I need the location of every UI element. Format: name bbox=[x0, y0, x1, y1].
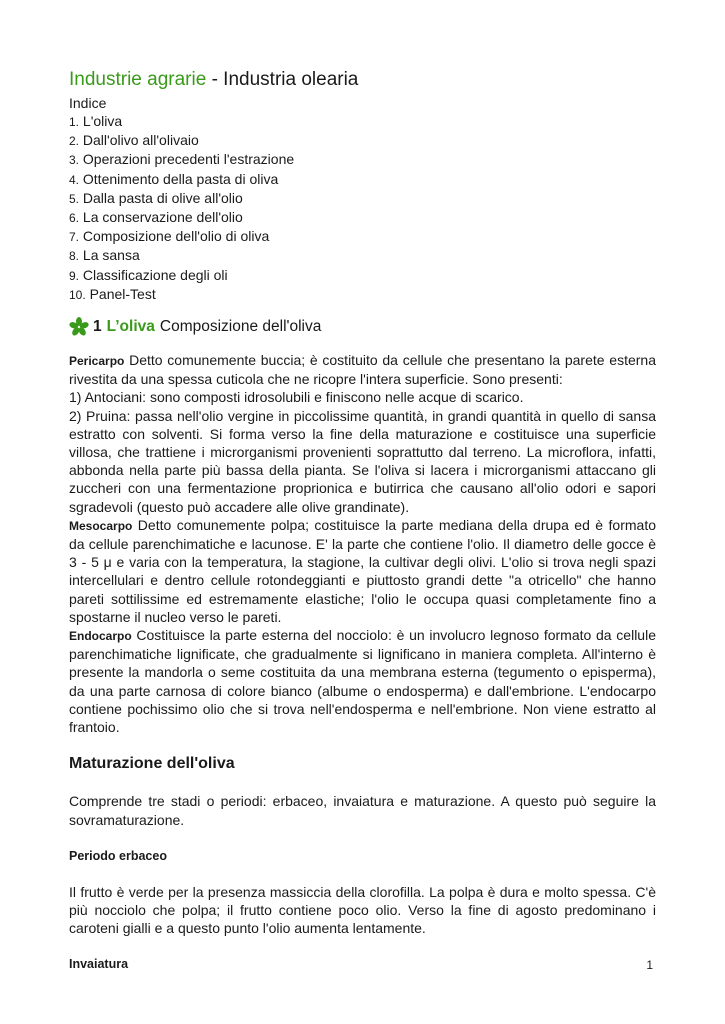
toc-number: 10. bbox=[69, 287, 86, 302]
section-heading-1 bbox=[69, 317, 656, 337]
maturazione-heading: Maturazione dell'oliva bbox=[69, 755, 235, 773]
term-endocarpo: Endocarpo bbox=[69, 629, 132, 644]
page-content bbox=[69, 66, 656, 973]
page-number: 1 bbox=[646, 958, 653, 972]
toc-item bbox=[69, 170, 656, 189]
mesocarpo-paragraph bbox=[69, 516, 656, 626]
toc-label: Dalla pasta di olive all'olio bbox=[82, 189, 243, 206]
toc-label: La conservazione dell'olio bbox=[82, 209, 243, 226]
pericarpo-item-1: 1) Antociani: sono composti idrosolubili e finiscono nelle acque di scarico. bbox=[69, 389, 524, 406]
flower-icon bbox=[69, 317, 89, 337]
pericarpo-text: Detto comunemente buccia; è costituito da cellule che presentano la parete esterna rivestita da una spessa cuticola che ne ricopre l'intera superficie. Sono presenti: bbox=[69, 352, 656, 388]
toc-number: 7. bbox=[69, 230, 80, 245]
toc-item bbox=[69, 285, 656, 304]
endocarpo-paragraph bbox=[69, 626, 656, 736]
toc-number: 4. bbox=[69, 172, 80, 187]
toc-label: Composizione dell'olio di oliva bbox=[82, 228, 270, 245]
erbaceo-text: Il frutto è verde per la presenza massiccia della clorofilla. La polpa è dura e molto spessa. C'è più nocciolo che polpa; il frutto contiene poco olio. Verso la fine di agosto predominano i caroteni gialli e a questo punto l'olio aumenta lentamente. bbox=[69, 883, 656, 937]
toc-item bbox=[69, 131, 656, 150]
toc-label: Ottenimento della pasta di oliva bbox=[82, 170, 279, 187]
section-title-green: L’oliva bbox=[106, 318, 155, 336]
toc-number: 3. bbox=[69, 153, 80, 168]
title-green: Industrie agrarie bbox=[69, 69, 207, 90]
toc-item bbox=[69, 189, 656, 208]
invaiatura-heading: Invaiatura bbox=[69, 957, 129, 972]
toc-item bbox=[69, 150, 656, 169]
toc-item bbox=[69, 227, 656, 246]
toc-number: 9. bbox=[69, 268, 80, 283]
document-title bbox=[69, 66, 656, 94]
toc-number: 2. bbox=[69, 134, 80, 149]
index-heading: Indice bbox=[69, 95, 107, 111]
section-title-rest: Composizione dell'oliva bbox=[159, 318, 322, 336]
pericarpo-item-2: 2) Pruina: passa nell'olio vergine in piccolissime quantità, in grandi quantità in quello di sansa estratto con solventi. Si forma verso la fine della maturazione e costituisce una superficie villosa, che trattiene i microrganismi provenienti soprattutto dal terreno. La microflora, infatti, abbonda nella parte più bassa della pianta. Se l'oliva si lacera i microrganismi attaccano gli zuccheri con una fermentazione proprionica e butirrica che causano all'olio odori e sapori sgradevoli (questo può accadere alle olive grandinate). bbox=[69, 407, 656, 515]
erbaceo-heading: Periodo erbaceo bbox=[69, 848, 167, 863]
toc-item bbox=[69, 266, 656, 285]
term-mesocarpo: Mesocarpo bbox=[69, 518, 133, 533]
toc-number: 8. bbox=[69, 249, 80, 264]
toc-item bbox=[69, 208, 656, 227]
title-rest: - Industria olearia bbox=[206, 69, 359, 90]
term-pericarpo: Pericarpo bbox=[69, 354, 125, 369]
toc-number: 1. bbox=[69, 115, 80, 129]
toc-label: L'oliva bbox=[82, 113, 123, 129]
section-number: 1 bbox=[93, 318, 102, 336]
table-of-contents bbox=[69, 112, 656, 304]
toc-label: Classificazione degli oli bbox=[82, 266, 228, 283]
toc-item bbox=[69, 246, 656, 265]
toc-label: La sansa bbox=[82, 247, 140, 264]
endocarpo-text: Costituisce la parte esterna del nocciolo: è un involucro legnoso formato da cellule parenchimatiche lignificate, che gradualmente si lignificano in maniera completa. All'interno è presente la mandorla o seme costituita da una membrana esterna (tegumento o episperma), da una parte carnosa di colore bianco (albume o endosperma) e dall'embrione. L'endocarpo contiene pochissimo olio che si trova nell'endosperma e nell'embrione. Non viene estratto al frantoio. bbox=[69, 627, 656, 736]
toc-item bbox=[69, 112, 656, 131]
toc-label: Dall'olivo all'olivaio bbox=[82, 132, 199, 149]
toc-number: 5. bbox=[69, 191, 80, 206]
maturazione-text: Comprende tre stadi o periodi: erbaceo, invaiatura e maturazione. A questo può seguire la sovramaturazione. bbox=[69, 793, 656, 828]
toc-label: Panel-Test bbox=[89, 285, 156, 302]
mesocarpo-text: Detto comunemente polpa; costituisce la parte mediana della drupa ed è formato da cellule parenchimatiche e lacunose. E' la parte che contiene l'olio. Il diametro delle gocce è 3 - 5 μ e varia con la temperatura, la stagione, la cultivar degli olivi. L'olio si trova negli spazi intercellulari e dentro cellule rotondeggianti e piuttosto grandi dette "a otricello" che hanno pareti sottilissime ed estremamente elastiche; l'olio le occupa quasi completamente fino a spostarne il nucleo verso le pareti. bbox=[69, 516, 656, 625]
toc-label: Operazioni precedenti l'estrazione bbox=[82, 151, 295, 168]
pericarpo-paragraph bbox=[69, 351, 656, 388]
toc-number: 6. bbox=[69, 211, 80, 226]
